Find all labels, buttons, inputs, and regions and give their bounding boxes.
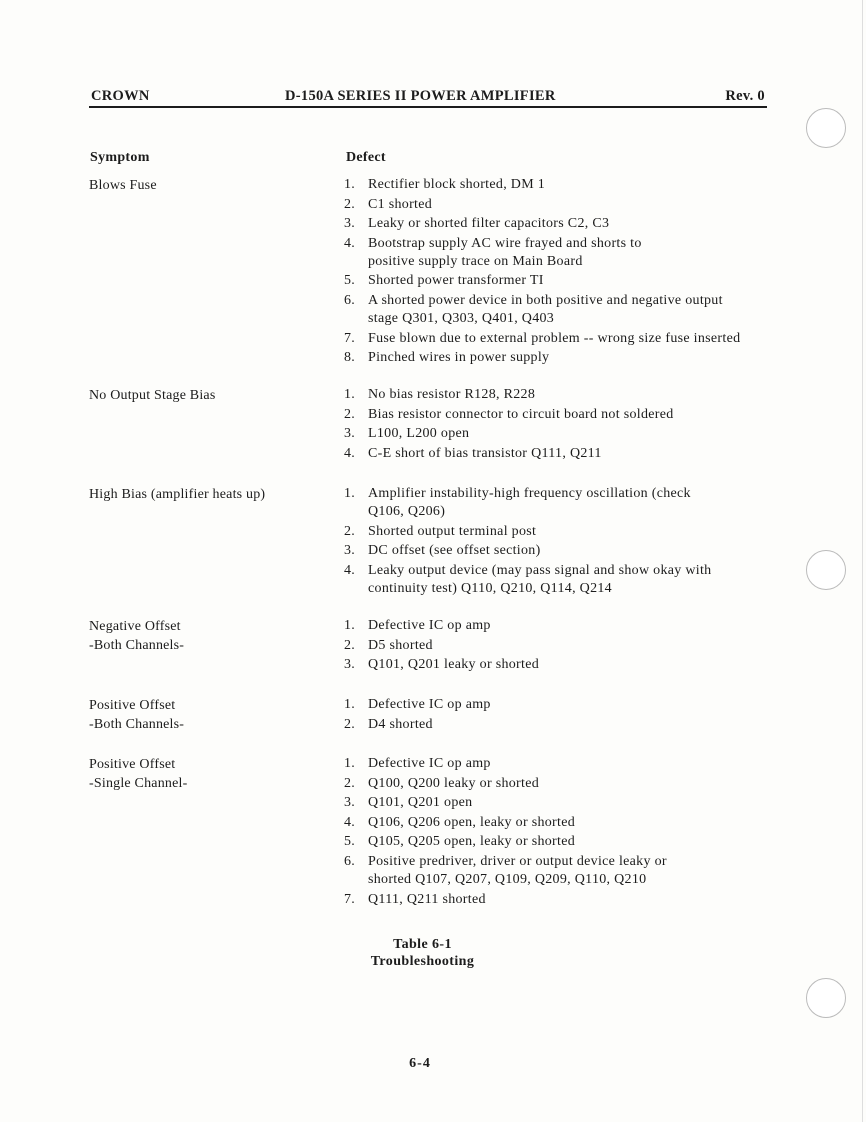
defect-item: 4. Bootstrap supply AC wire frayed and shorts to positive supply trace on Main Board <box>344 235 642 269</box>
defect-item: 8. Pinched wires in power supply <box>344 350 550 366</box>
header-brand: CROWN <box>91 88 150 104</box>
caption-number: Table 6-1 <box>393 937 452 952</box>
defect-list <box>344 696 794 735</box>
defect-item: 4. C-E short of bias transistor Q111, Q211 <box>344 445 602 461</box>
defect-item: 1. Defective IC op amp <box>344 618 491 633</box>
symptom-cell <box>89 485 329 504</box>
symptom-column-heading: Symptom <box>90 150 150 165</box>
symptom-text: No Output Stage Bias <box>89 388 216 403</box>
symptom-cell <box>89 176 329 195</box>
symptom-text: Negative Offset <box>89 619 181 634</box>
defect-list <box>344 485 794 599</box>
symptom-text: Positive Offset <box>89 698 176 713</box>
defect-item: 5. Shorted power transformer TI <box>344 273 544 289</box>
binder-hole-icon <box>806 550 846 590</box>
defect-item: 3. L100, L200 open <box>344 426 470 442</box>
defect-item: 5. Q105, Q205 open, leaky or shorted <box>344 834 576 850</box>
symptom-text: Positive Offset <box>89 757 176 772</box>
defect-item: 1. No bias resistor R128, R228 <box>344 387 536 402</box>
defect-item: 3. Q101, Q201 open <box>344 795 473 811</box>
defect-item: 3. Leaky or shorted filter capacitors C2, C3 <box>344 216 610 232</box>
symptom-subtext: -Both Channels- <box>89 717 185 732</box>
defect-item: 4. Leaky output device (may pass signal and show okay with continuity test) Q110, Q210, Q114, Q214 <box>344 562 712 596</box>
defect-item: 1. Defective IC op amp <box>344 756 491 771</box>
defect-list <box>344 176 794 369</box>
defect-item: 2. C1 shorted <box>344 196 433 212</box>
defect-item: 4. Q106, Q206 open, leaky or shorted <box>344 814 576 830</box>
defect-list <box>344 386 794 464</box>
defect-item: 6. A shorted power device in both positive and negative output stage Q301, Q303, Q401, Q403 <box>344 292 723 326</box>
defect-item: 7. Fuse blown due to external problem -- wrong size fuse inserted <box>344 330 741 346</box>
symptom-text: High Bias (amplifier heats up) <box>89 487 266 502</box>
symptom-subtext: -Both Channels- <box>89 638 185 653</box>
defect-column-heading: Defect <box>346 150 386 165</box>
defect-item: 1. Amplifier instability-high frequency oscillation (check Q106, Q206) <box>344 486 691 519</box>
symptom-cell <box>89 755 329 793</box>
defect-item: 6. Positive predriver, driver or output device leaky or shorted Q107, Q207, Q109, Q209, Q110, Q210 <box>344 853 667 887</box>
page-edge <box>862 0 863 1122</box>
symptom-subtext: -Single Channel- <box>89 776 188 791</box>
page-header <box>89 86 767 108</box>
binder-hole-icon <box>806 108 846 148</box>
defect-item: 1. Defective IC op amp <box>344 697 491 712</box>
defect-item: 1. Rectifier block shorted, DM 1 <box>344 177 546 192</box>
defect-item: 2. D5 shorted <box>344 637 433 653</box>
page-number: 6-4 <box>409 1056 431 1071</box>
header-title: D-150A SERIES II POWER AMPLIFIER <box>285 88 556 104</box>
defect-item: 3. DC offset (see offset section) <box>344 543 541 559</box>
symptom-cell <box>89 617 329 655</box>
table-caption <box>300 936 545 970</box>
header-revision: Rev. 0 <box>725 88 765 104</box>
defect-item: 3. Q101, Q201 leaky or shorted <box>344 657 540 673</box>
defect-item: 7. Q111, Q211 shorted <box>344 891 486 907</box>
defect-list <box>344 617 794 676</box>
caption-title: Troubleshooting <box>370 954 475 969</box>
defect-item: 2. Bias resistor connector to circuit board not soldered <box>344 406 674 422</box>
defect-item: 2. D4 shorted <box>344 716 433 732</box>
symptom-cell <box>89 696 329 734</box>
defect-list <box>344 755 794 910</box>
symptom-cell <box>89 386 329 405</box>
defect-item: 2. Shorted output terminal post <box>344 523 537 539</box>
binder-hole-icon <box>806 978 846 1018</box>
defect-item: 2. Q100, Q200 leaky or shorted <box>344 775 540 791</box>
symptom-text: Blows Fuse <box>89 178 157 193</box>
